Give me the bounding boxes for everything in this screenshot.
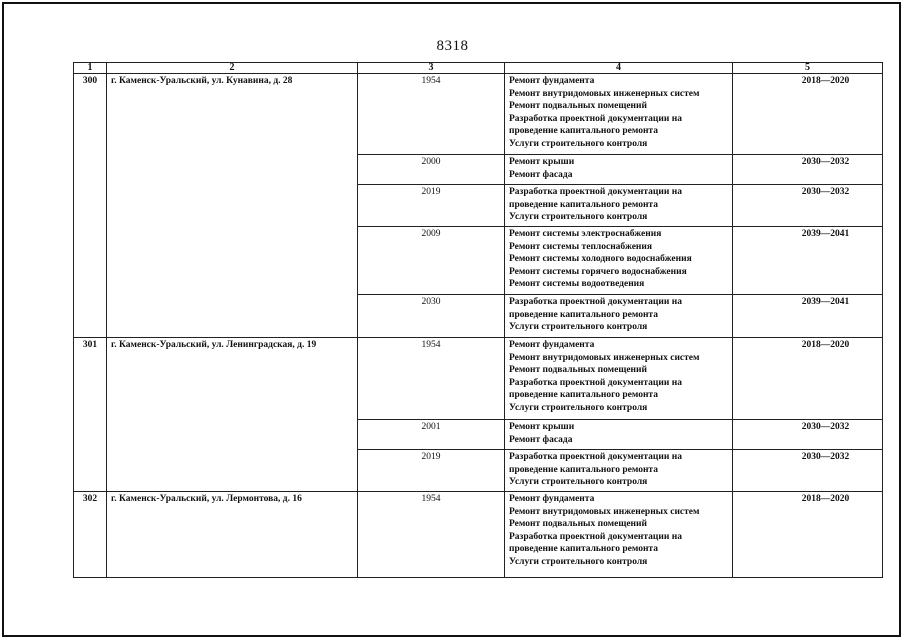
work-item: Ремонт фундамента	[509, 76, 595, 86]
work-item: проведение капитального ремонта	[509, 390, 658, 401]
repair-period: 2018—2020	[733, 492, 883, 578]
work-item: Разработка проектной документации на	[509, 452, 682, 462]
repair-period: 2030—2032	[733, 155, 883, 185]
entry-address: г. Каменск-Уральский, ул. Кунавина, д. 28	[107, 74, 358, 338]
repair-period: 2018—2020	[733, 74, 883, 155]
work-item: проведение капитального ремонта	[509, 544, 658, 555]
build-year: 2000	[358, 155, 505, 185]
work-item: Ремонт системы водоотведения	[509, 279, 645, 290]
header-col-5: 5	[733, 63, 883, 74]
works-list	[505, 227, 733, 295]
work-item: Ремонт фасада	[509, 434, 573, 445]
work-item: Ремонт подвальных помещений	[509, 519, 647, 530]
work-item: Ремонт крыши	[509, 422, 575, 432]
works-list	[505, 338, 733, 420]
repair-period: 2018—2020	[733, 338, 883, 420]
work-item: Услуги строительного контроля	[509, 402, 648, 413]
work-item: Ремонт системы горячего водоснабжения	[509, 266, 687, 277]
work-item: проведение капитального ремонта	[509, 309, 658, 320]
work-item: Ремонт внутридомовых инженерных систем	[509, 506, 700, 517]
entry-number: 302	[74, 492, 107, 578]
entry-number: 301	[74, 338, 107, 492]
work-item: Разработка проектной документации на	[509, 531, 682, 542]
work-item: Услуги строительного контроля	[509, 212, 648, 223]
header-col-3: 3	[358, 63, 505, 74]
work-item: Ремонт подвальных помещений	[509, 365, 647, 376]
work-item: Услуги строительного контроля	[509, 477, 648, 488]
build-year: 1954	[358, 338, 505, 420]
work-item: Ремонт подвальных помещений	[509, 101, 647, 112]
work-item: Ремонт фасада	[509, 169, 573, 180]
work-item: Услуги строительного контроля	[509, 556, 648, 567]
work-item: Разработка проектной документации на	[509, 187, 682, 197]
build-year: 2001	[358, 420, 505, 450]
repair-period: 2030—2032	[733, 420, 883, 450]
work-item: Ремонт фундамента	[509, 340, 595, 350]
entry-address: г. Каменск-Уральский, ул. Лермонтова, д. 16	[107, 492, 358, 578]
repair-period: 2039—2041	[733, 227, 883, 295]
works-list	[505, 295, 733, 338]
work-item: Ремонт фундамента	[509, 494, 595, 504]
header-row	[74, 63, 883, 74]
repair-period: 2030—2032	[733, 450, 883, 492]
work-item: Ремонт системы теплоснабжения	[509, 241, 653, 252]
build-year: 2009	[358, 227, 505, 295]
work-item: Разработка проектной документации на	[509, 297, 682, 307]
page-number: 8318	[436, 38, 469, 54]
header-col-1: 1	[74, 63, 107, 74]
works-list	[505, 492, 733, 578]
build-year: 2019	[358, 185, 505, 227]
table-row	[74, 338, 883, 420]
repair-period: 2030—2032	[733, 185, 883, 227]
table-row	[74, 492, 883, 578]
work-item: проведение капитального ремонта	[509, 464, 658, 475]
entry-number: 300	[74, 74, 107, 338]
work-item: Разработка проектной документации на	[509, 377, 682, 388]
works-list	[505, 185, 733, 227]
work-item: Разработка проектной документации на	[509, 113, 682, 124]
build-year: 2019	[358, 450, 505, 492]
work-item: Ремонт внутридомовых инженерных систем	[509, 88, 700, 99]
build-year: 2030	[358, 295, 505, 338]
work-item: Услуги строительного контроля	[509, 138, 648, 149]
repair-period: 2039—2041	[733, 295, 883, 338]
works-list	[505, 155, 733, 185]
work-item: Услуги строительного контроля	[509, 322, 648, 333]
work-item: Ремонт системы холодного водоснабжения	[509, 254, 692, 265]
works-list	[505, 420, 733, 450]
work-item: проведение капитального ремонта	[509, 199, 658, 210]
build-year: 1954	[358, 74, 505, 155]
build-year: 1954	[358, 492, 505, 578]
work-item: проведение капитального ремонта	[509, 126, 658, 137]
header-col-2: 2	[107, 63, 358, 74]
works-list	[505, 450, 733, 492]
header-col-4: 4	[505, 63, 733, 74]
entry-address: г. Каменск-Уральский, ул. Ленинградская, д. 19	[107, 338, 358, 492]
work-item: Ремонт системы электроснабжения	[509, 229, 662, 239]
works-list	[505, 74, 733, 155]
work-item: Ремонт внутридомовых инженерных систем	[509, 352, 700, 363]
table-row	[74, 74, 883, 155]
work-item: Ремонт крыши	[509, 157, 575, 167]
repair-schedule-table	[73, 62, 883, 578]
